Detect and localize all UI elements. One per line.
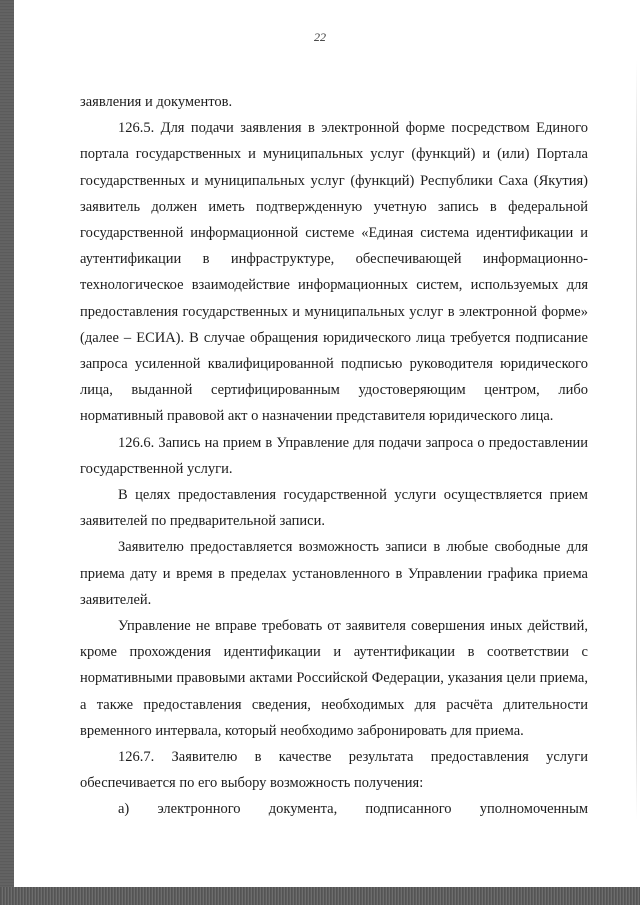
paragraph-item-a: а) электронного документа, подписанного уполномоченным — [118, 801, 588, 818]
paragraph-restrictions: Управление не вправе требовать от заявителя совершения иных действий, кроме прохождения идентификации и аутентификации в соответствии с нормативными правовыми актами Российской Федерации, указания цели приема, а также предоставления сведения, необходимых для расчёта длительности временного интервала, который необходимо забронировать для приема. — [80, 618, 588, 739]
paragraph-126-6: 126.6. Запись на прием в Управление для подачи запроса о предоставлении государственной услуги. — [80, 434, 588, 477]
scan-bottom-edge — [0, 887, 640, 905]
scan-right-edge — [636, 60, 637, 820]
scan-left-edge — [0, 0, 14, 905]
page-number: 22 — [314, 30, 326, 44]
paragraph-126-5: 126.5. Для подачи заявления в электронной форме посредством Единого портала государственных и муниципальных услуг (функций) и (или) Портала государственных и муниципальных услуг (функций) Республики Саха (Якутия) заявитель должен иметь подтвержденную учетную запись в федеральной государственной информационной системе «Единая система идентификации и аутентификации в инфраструктуре, обеспечивающей информационно-технологическое взаимодействие информационных систем, используемых для предоставления государственных и муниципальных услуг в электронной форме» (далее – ЕСИА). В случае обращения юридического лица требуется подписание запроса усиленной квалифицированной подписью руководителя юридического лица, выданной сертифицированным удостоверяющим центром, либо нормативный правовой акт о назначении представителя юридического лица. — [80, 120, 588, 425]
paragraph-continuation: заявления и документов. — [80, 94, 233, 110]
paragraph-preliminary-booking: В целях предоставления государственной услуги осуществляется прием заявителей по предварительной записи. — [80, 487, 588, 530]
paragraph-126-7: 126.7. Заявителю в качестве результата предоставления услуги обеспечивается по его выбору возможность получения: — [80, 749, 588, 792]
document-body — [80, 89, 588, 823]
paragraph-booking-slots: Заявителю предоставляется возможность записи в любые свободные для приема дату и время в пределах установленного в Управлении графика приема заявителей. — [80, 539, 588, 608]
